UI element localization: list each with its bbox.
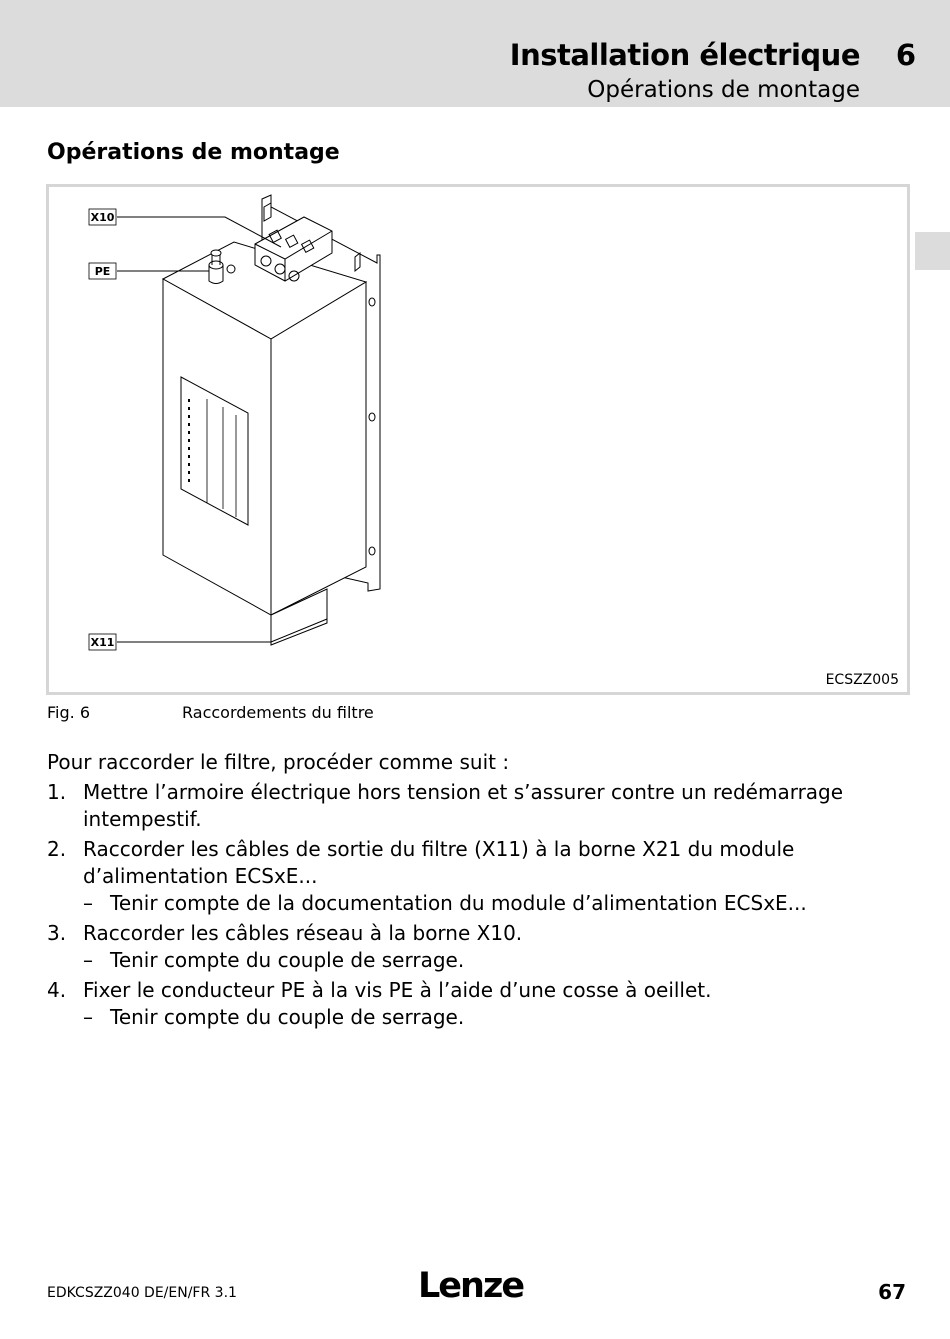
step-item bbox=[47, 977, 917, 1031]
label-x10: X10 bbox=[90, 211, 115, 224]
procedure-text bbox=[47, 749, 917, 1031]
page-number: 67 bbox=[878, 1280, 906, 1304]
step-note bbox=[83, 890, 917, 917]
chapter-title: Installation électrique bbox=[509, 38, 860, 72]
label-x11: X11 bbox=[90, 636, 115, 649]
document-reference: EDKCSZZ040 DE/EN/FR 3.1 bbox=[47, 1285, 237, 1301]
figure-code: ECSZZ005 bbox=[825, 672, 899, 688]
intro-text: Pour raccorder le filtre, procéder comme suit : bbox=[47, 750, 510, 774]
filter-drawing bbox=[49, 187, 907, 692]
step-item bbox=[47, 779, 917, 833]
step-text: Mettre l’armoire électrique hors tension et s’assurer contre un redémarrage intempestif. bbox=[83, 780, 844, 831]
chapter-side-tab bbox=[915, 232, 950, 270]
section-heading: Opérations de montage bbox=[47, 140, 340, 165]
step-note-text: Tenir compte du couple de serrage. bbox=[110, 1005, 465, 1029]
step-note bbox=[83, 1004, 917, 1031]
step-number: 1. bbox=[47, 780, 67, 804]
lenze-logo: Lenze bbox=[418, 1266, 524, 1306]
figure-number: Fig. 6 bbox=[47, 703, 90, 722]
dash-bullet: – bbox=[83, 1005, 93, 1029]
figure-frame bbox=[46, 184, 910, 695]
step-text: Fixer le conducteur PE à la vis PE à l’aide d’une cosse à oeillet. bbox=[83, 978, 712, 1002]
chapter-number: 6 bbox=[895, 38, 916, 72]
dash-bullet: – bbox=[83, 948, 93, 972]
filter-side-face bbox=[271, 282, 366, 615]
step-note bbox=[83, 947, 917, 974]
step-note-text: Tenir compte du couple de serrage. bbox=[110, 948, 465, 972]
step-number: 2. bbox=[47, 837, 67, 861]
figure-caption: Raccordements du filtre bbox=[182, 703, 374, 722]
step-item bbox=[47, 836, 917, 917]
step-number: 3. bbox=[47, 921, 67, 945]
leader-x10 bbox=[117, 217, 281, 247]
dash-bullet: – bbox=[83, 891, 93, 915]
step-text: Raccorder les câbles de sortie du filtre (X11) à la borne X21 du module d’alimentation ECSxE... bbox=[83, 837, 795, 888]
step-note-text: Tenir compte de la documentation du module d’alimentation ECSxE... bbox=[110, 891, 807, 915]
step-number: 4. bbox=[47, 978, 67, 1002]
step-item bbox=[47, 920, 917, 974]
chapter-subtitle: Opérations de montage bbox=[587, 77, 860, 103]
step-text: Raccorder les câbles réseau à la borne X10. bbox=[83, 921, 523, 945]
label-pe: PE bbox=[94, 265, 111, 278]
